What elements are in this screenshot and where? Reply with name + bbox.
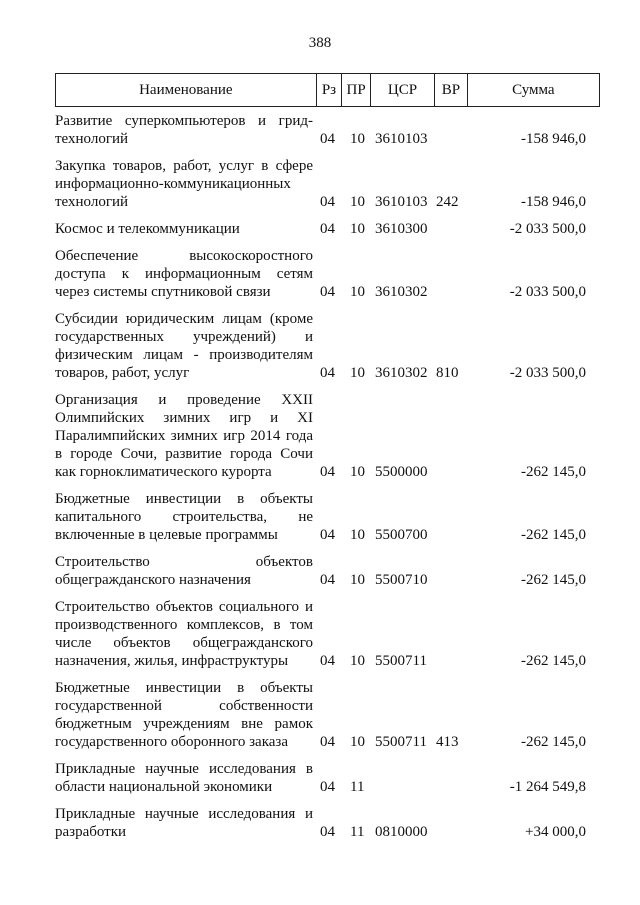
row-rz: 04 xyxy=(320,734,335,750)
row-pr: 11 xyxy=(350,779,365,795)
row-rz: 04 xyxy=(320,527,335,543)
row-pr: 10 xyxy=(350,572,365,588)
table-header xyxy=(55,73,600,107)
row-name: Развитие суперкомпьютеров и грид-технологий xyxy=(55,113,313,147)
table-row xyxy=(55,805,600,841)
table-row xyxy=(55,157,600,211)
row-sum: -158 946,0 xyxy=(521,194,586,210)
header-csr: ЦСР xyxy=(370,74,434,106)
table-row xyxy=(55,553,600,589)
row-name: Космос и телекоммуникации xyxy=(55,221,240,237)
row-pr: 10 xyxy=(350,131,365,147)
table-row xyxy=(55,679,600,751)
row-rz: 04 xyxy=(320,365,335,381)
row-pr: 10 xyxy=(350,365,365,381)
table-row xyxy=(55,112,600,148)
table-row xyxy=(55,760,600,796)
row-name: Обеспечение высокоскоростного доступа к информационным сетям через системы спутниковой связи xyxy=(55,248,313,300)
row-name: Субсидии юридическим лицам (кроме государственных учреждений) и физическим лицам - производителям товаров, работ, услуг xyxy=(55,311,313,381)
row-name: Строительство объектов общегражданского назначения xyxy=(55,554,313,588)
row-rz: 04 xyxy=(320,779,335,795)
row-name: Бюджетные инвестиции в объекты государственной собственности бюджетным учреждениям вне рамок государственного оборонного заказа xyxy=(55,680,313,750)
table-row xyxy=(55,247,600,301)
row-csr: 0810000 xyxy=(375,824,428,840)
table-row xyxy=(55,310,600,382)
row-sum: -262 145,0 xyxy=(521,527,586,543)
row-rz: 04 xyxy=(320,194,335,210)
row-vr: 413 xyxy=(436,734,459,750)
row-sum: -158 946,0 xyxy=(521,131,586,147)
row-vr: 242 xyxy=(436,194,459,210)
header-rz: Рз xyxy=(316,74,342,106)
row-sum: -2 033 500,0 xyxy=(509,221,586,237)
row-name: Строительство объектов социального и производственного комплексов, в том числе объектов общегражданского назначения, жилья, инфраструктуры xyxy=(55,599,313,669)
row-csr: 3610103 xyxy=(375,131,428,147)
row-sum: -262 145,0 xyxy=(521,653,586,669)
row-csr: 5500710 xyxy=(375,572,428,588)
header-sum: Сумма xyxy=(467,74,599,106)
row-rz: 04 xyxy=(320,464,335,480)
row-csr: 5500711 xyxy=(375,653,427,669)
row-pr: 10 xyxy=(350,734,365,750)
row-pr: 10 xyxy=(350,284,365,300)
row-pr: 10 xyxy=(350,221,365,237)
row-rz: 04 xyxy=(320,572,335,588)
row-csr: 5500711 xyxy=(375,734,427,750)
row-pr: 10 xyxy=(350,464,365,480)
row-sum: -262 145,0 xyxy=(521,734,586,750)
page-number: 388 xyxy=(308,35,332,51)
row-rz: 04 xyxy=(320,221,335,237)
row-name: Прикладные научные исследования в области национальной экономики xyxy=(55,761,313,795)
row-csr: 3610300 xyxy=(375,221,428,237)
row-sum: -2 033 500,0 xyxy=(509,284,586,300)
row-csr: 3610103 xyxy=(375,194,428,210)
header-pr: ПР xyxy=(341,74,370,106)
row-sum: -2 033 500,0 xyxy=(509,365,586,381)
row-rz: 04 xyxy=(320,824,335,840)
table-row xyxy=(55,220,600,238)
row-vr: 810 xyxy=(436,365,459,381)
row-sum: +34 000,0 xyxy=(525,824,586,840)
row-name: Организация и проведение XXII Олимпийских зимних игр и XI Паралимпийских зимних игр 2014 года в городе Сочи, развитие города Сочи как горноклиматического курорта xyxy=(55,392,313,480)
row-sum: -262 145,0 xyxy=(521,464,586,480)
row-csr: 3610302 xyxy=(375,284,428,300)
row-name: Бюджетные инвестиции в объекты капитального строительства, не включенные в целевые программы xyxy=(55,491,313,543)
row-sum: -1 264 549,8 xyxy=(509,779,586,795)
row-rz: 04 xyxy=(320,284,335,300)
row-rz: 04 xyxy=(320,131,335,147)
row-pr: 10 xyxy=(350,653,365,669)
row-csr: 5500700 xyxy=(375,527,428,543)
row-pr: 10 xyxy=(350,194,365,210)
row-name: Прикладные научные исследования и разработки xyxy=(55,806,313,840)
row-pr: 11 xyxy=(350,824,365,840)
header-vr: ВР xyxy=(434,74,467,106)
table-row xyxy=(55,598,600,670)
row-pr: 10 xyxy=(350,527,365,543)
row-sum: -262 145,0 xyxy=(521,572,586,588)
table-body xyxy=(55,108,600,841)
table-row xyxy=(55,391,600,481)
row-csr: 3610302 xyxy=(375,365,428,381)
table-row xyxy=(55,490,600,544)
header-name: Наименование xyxy=(139,81,233,98)
row-csr: 5500000 xyxy=(375,464,428,480)
row-rz: 04 xyxy=(320,653,335,669)
row-name: Закупка товаров, работ, услуг в сфере информационно-коммуникационных технологий xyxy=(55,158,313,210)
